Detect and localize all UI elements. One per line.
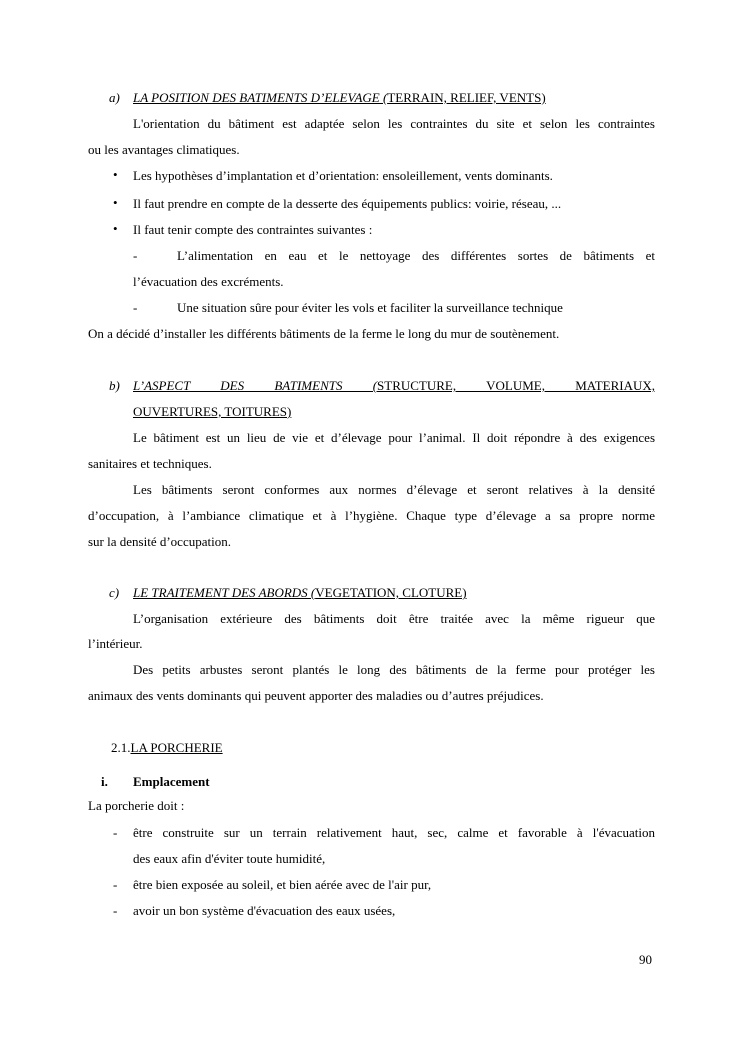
section-a-title-rest: TERRAIN, RELIEF, VENTS) (387, 90, 546, 105)
section-c-p1-line2: l’intérieur. (88, 636, 143, 651)
section-21-item-3: avoir un bon système d'évacuation des eaux usées, (133, 903, 396, 918)
section-a-title-italic: LA POSITION DES BATIMENTS D’ELEVAGE ( (133, 90, 388, 105)
section-a-dash-2: Une situation sûre pour éviter les vols et faciliter la surveillance technique (177, 300, 563, 315)
section-b-p1-line2: sanitaires et techniques. (88, 456, 212, 471)
dash-marker: - (113, 877, 118, 892)
bullet-icon: • (113, 195, 118, 210)
section-c-title-italic: LE TRAITEMENT DES ABORDS ( (133, 585, 316, 600)
dash-marker: - (113, 903, 118, 918)
section-21-number: 2.1. (111, 740, 131, 755)
section-a-conclusion: On a décidé d’installer les différents bâtiments de la ferme le long du mur de soutènement. (88, 326, 560, 341)
subsection-i-title: Emplacement (133, 774, 210, 789)
section-b-p1-line1: Le bâtiment est un lieu de vie et d’élevage pour l’animal. Il doit répondre à des exigences (133, 430, 655, 445)
bullet-icon: • (113, 221, 118, 236)
subsection-i-marker: i. (101, 774, 108, 789)
bullet-icon: • (113, 167, 118, 182)
section-a-marker: a) (109, 90, 120, 105)
section-c-p2-line1: Des petits arbustes seront plantés le long des bâtiments de la ferme pour protéger les (133, 662, 655, 677)
section-b-p2-line1: Les bâtiments seront conformes aux normes d’élevage et seront relatives à la densité (133, 482, 655, 497)
page-number: 90 (639, 952, 652, 967)
section-c-marker: c) (109, 585, 120, 600)
section-c-p1-line1: L’organisation extérieure des bâtiments doit être traitée avec la même rigueur que (133, 611, 655, 626)
section-b-title-rest: STRUCTURE, VOLUME, MATERIAUX, (377, 378, 655, 393)
section-21-intro: La porcherie doit : (88, 798, 185, 813)
section-21-item-1-line1: être construite sur un terrain relativement haut, sec, calme et favorable à l'évacuation (133, 825, 655, 840)
section-a-bullet-3: Il faut tenir compte des contraintes suivantes : (133, 222, 373, 237)
dash-marker: - (133, 248, 138, 263)
section-a-p1-line1: L'orientation du bâtiment est adaptée selon les contraintes du site et selon les contraintes (133, 116, 655, 131)
dash-marker: - (133, 300, 138, 315)
section-a-title (133, 90, 546, 106)
section-b-p2-line3: sur la densité d’occupation. (88, 534, 231, 549)
section-21-heading (111, 740, 223, 756)
section-21-item-2: être bien exposée au soleil, et bien aérée avec de l'air pur, (133, 877, 432, 892)
section-a-dash-1-line1: L’alimentation en eau et le nettoyage des différentes sortes de bâtiments et (177, 248, 655, 263)
section-b-p2-line2: d’occupation, à l’ambiance climatique et à l’hygiène. Chaque type d’élevage a sa propre norme (88, 508, 655, 523)
section-21-title: LA PORCHERIE (130, 740, 223, 755)
section-b-marker: b) (109, 378, 120, 393)
section-c-title (133, 585, 467, 601)
section-c-title-rest: VEGETATION, CLOTURE) (315, 585, 467, 600)
section-a-bullet-2: Il faut prendre en compte de la desserte des équipements publics: voirie, réseau, ... (133, 196, 562, 211)
section-a-bullet-1: Les hypothèses d’implantation et d’orientation: ensoleillement, vents dominants. (133, 168, 553, 183)
section-a-p1-line2: ou les avantages climatiques. (88, 142, 240, 157)
section-b-title-line1 (133, 378, 655, 394)
dash-marker: - (113, 825, 118, 840)
section-c-p2-line2: animaux des vents dominants qui peuvent apporter des maladies ou d’autres préjudices. (88, 688, 544, 703)
section-b-title-line2: OUVERTURES, TOITURES) (133, 404, 292, 419)
section-21-item-1-line2: des eaux afin d'éviter toute humidité, (133, 851, 326, 866)
section-a-dash-1-line2: l’évacuation des excréments. (133, 274, 284, 289)
section-b-title-italic: L’ASPECT DES BATIMENTS ( (133, 378, 378, 393)
